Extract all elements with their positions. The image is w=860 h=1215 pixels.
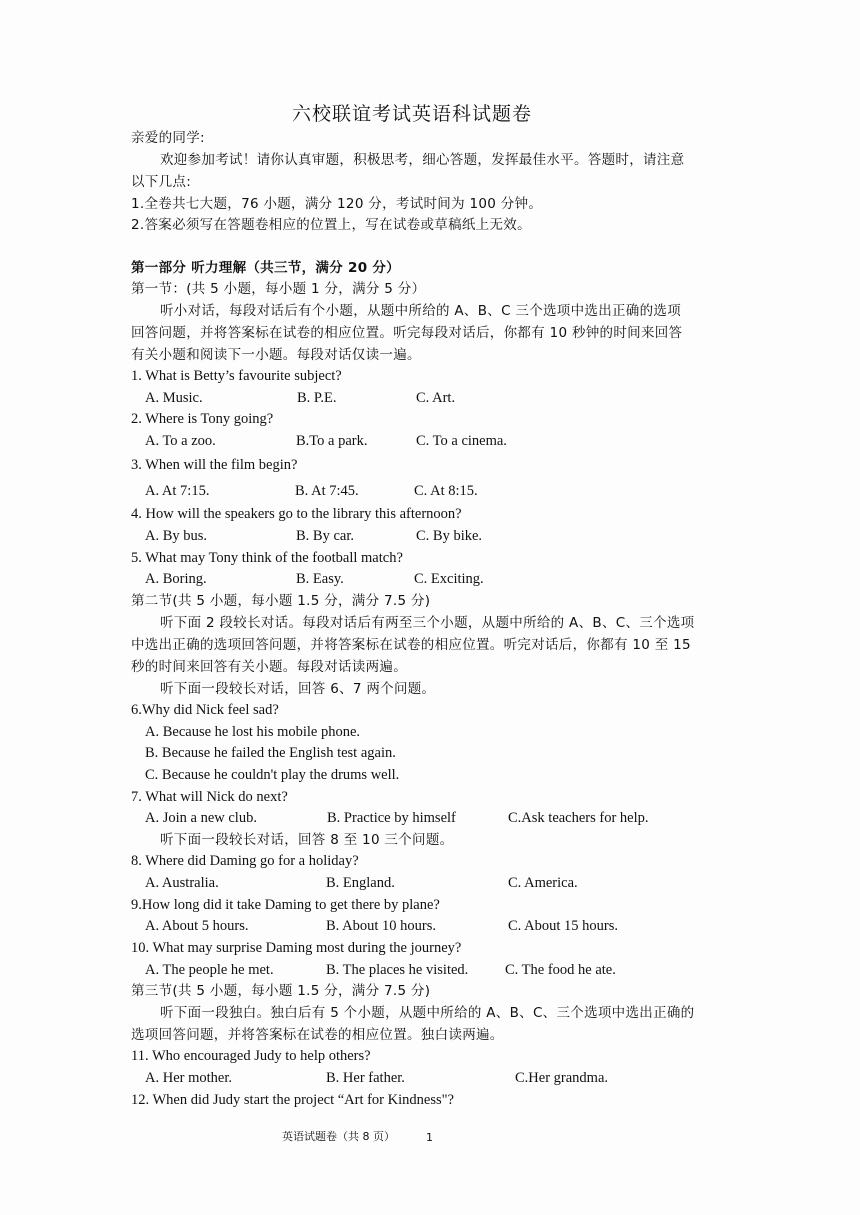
question-text: 10. What may surprise Daming most during the journey? xyxy=(131,940,462,956)
footer-label: 英语试题卷（共 8 页） xyxy=(282,1130,395,1143)
section-heading: 第三节(共 5 小题，每小题 1.5 分，满分 7.5 分) xyxy=(131,983,431,999)
option-b: B. P.E. xyxy=(297,390,337,406)
question-text: 12. When did Judy start the project “Art for Kindness"? xyxy=(131,1092,454,1108)
section-heading: 第一节：(共 5 小题，每小题 1 分，满分 5 分） xyxy=(131,281,426,297)
intro-note: 2.答案必须写在答题卷相应的位置上，写在试卷或草稿纸上无效。 xyxy=(131,217,531,233)
option-c: C. Art. xyxy=(416,390,456,406)
option-a: A. Because he lost his mobile phone. xyxy=(145,724,361,740)
option-c: C. The food he ate. xyxy=(505,962,616,978)
option-b: B. Because he failed the English test again. xyxy=(145,745,396,761)
question-text: 7. What will Nick do next? xyxy=(131,789,288,805)
option-a: A. The people he met. xyxy=(145,962,274,978)
intro-note: 1.全卷共七大题，76 小题，满分 120 分，考试时间为 100 分钟。 xyxy=(131,196,543,212)
option-b: B. About 10 hours. xyxy=(326,918,436,934)
section-instruction: 选项回答问题，并将答案标在试卷的相应位置。独白读两遍。 xyxy=(131,1027,504,1043)
option-b: B. Practice by himself xyxy=(327,810,456,826)
option-a: A. Australia. xyxy=(145,875,219,891)
question-text: 11. Who encouraged Judy to help others? xyxy=(131,1048,371,1064)
option-b: B. The places he visited. xyxy=(326,962,469,978)
option-a: A. Boring. xyxy=(145,571,207,587)
option-c: C.Her grandma. xyxy=(515,1070,609,1086)
option-b: B. At 7:45. xyxy=(295,483,359,499)
question-text: 3. When will the film begin? xyxy=(131,457,298,473)
section-instruction: 听小对话，每段对话后有个小题，从题中所给的 A、B、C 三个选项中选出正确的选项 xyxy=(160,303,682,319)
section-instruction: 有关小题和阅读下一小题。每段对话仅读一遍。 xyxy=(131,347,421,363)
question-text: 9.How long did it take Daming to get there by plane? xyxy=(131,897,440,913)
intro-line: 欢迎参加考试！请你认真审题，积极思考，细心答题，发挥最佳水平。答题时，请注意 xyxy=(160,152,685,168)
option-a: A. Join a new club. xyxy=(145,810,257,826)
section-instruction: 中选出正确的选项回答问题，并将答案标在试卷的相应位置。听完对话后，你都有 10 至 15 xyxy=(131,637,691,653)
page-title: 六校联谊考试英语科试题卷 xyxy=(292,103,533,125)
section-instruction: 听下面一段独白。独白后有 5 个小题，从题中所给的 A、B、C、三个选项中选出正确的 xyxy=(160,1005,695,1021)
option-c: C. Because he couldn't play the drums well. xyxy=(145,767,400,783)
section-instruction: 听下面 2 段较长对话。每段对话后有两至三个小题，从题中所给的 A、B、C、三个选项 xyxy=(160,615,695,631)
question-text: 4. How will the speakers go to the library this afternoon? xyxy=(131,506,462,522)
option-c: C. By bike. xyxy=(416,528,483,544)
option-c: C. To a cinema. xyxy=(416,433,507,449)
option-c: C.Ask teachers for help. xyxy=(508,810,649,826)
option-a: A. To a zoo. xyxy=(145,433,216,449)
question-text: 2. Where is Tony going? xyxy=(131,411,274,427)
question-text: 5. What may Tony think of the football match? xyxy=(131,550,403,566)
option-a: A. About 5 hours. xyxy=(145,918,249,934)
option-b: B. Her father. xyxy=(326,1070,405,1086)
section-instruction: 回答问题，并将答案标在试卷的相应位置。听完每段对话后，你都有 10 秒钟的时间来回答 xyxy=(131,325,683,341)
greeting: 亲爱的同学: xyxy=(131,130,205,146)
section-heading: 第二节(共 5 小题，每小题 1.5 分，满分 7.5 分) xyxy=(131,593,431,609)
option-a: A. Her mother. xyxy=(145,1070,232,1086)
page-number: 1 xyxy=(426,1131,433,1144)
intro-line: 以下几点: xyxy=(131,174,192,190)
option-b: B. England. xyxy=(326,875,395,891)
dialogue-instruction: 听下面一段较长对话，回答 8 至 10 三个问题。 xyxy=(160,832,454,848)
question-text: 8. Where did Daming go for a holiday? xyxy=(131,853,359,869)
option-b: B. Easy. xyxy=(296,571,344,587)
part-heading: 第一部分 听力理解（共三节，满分 20 分） xyxy=(131,260,400,276)
option-c: C. At 8:15. xyxy=(414,483,478,499)
option-c: C. Exciting. xyxy=(414,571,484,587)
option-a: A. By bus. xyxy=(145,528,208,544)
option-b: B.To a park. xyxy=(296,433,368,449)
dialogue-instruction: 听下面一段较长对话，回答 6、7 两个问题。 xyxy=(160,681,436,697)
section-instruction: 秒的时间来回答有关小题。每段对话读两遍。 xyxy=(131,659,407,675)
option-c: C. America. xyxy=(508,875,578,891)
question-text: 6.Why did Nick feel sad? xyxy=(131,702,279,718)
option-c: C. About 15 hours. xyxy=(508,918,618,934)
option-b: B. By car. xyxy=(296,528,354,544)
option-a: A. Music. xyxy=(145,390,203,406)
option-a: A. At 7:15. xyxy=(145,483,210,499)
question-text: 1. What is Betty’s favourite subject? xyxy=(131,368,342,384)
